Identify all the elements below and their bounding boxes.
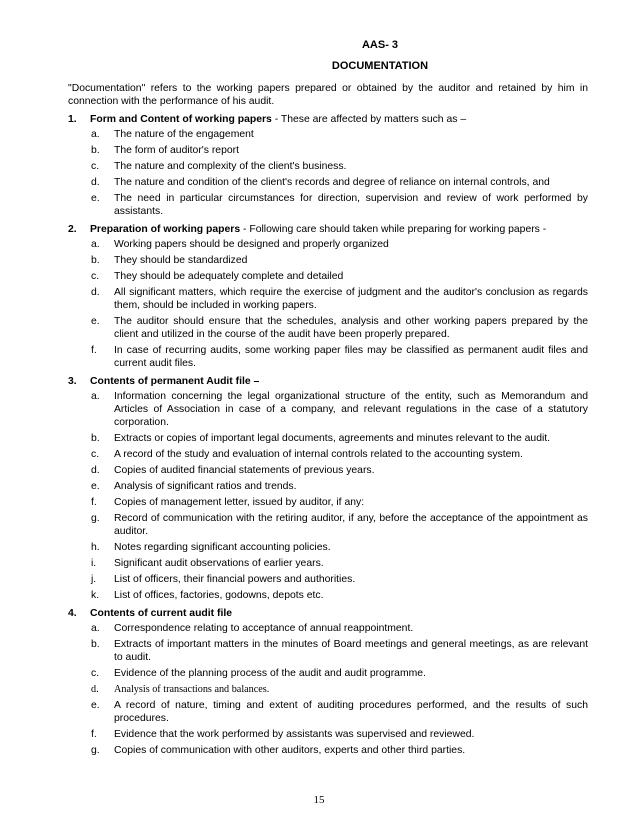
item-text: Correspondence relating to acceptance of annual reappointment. [114,623,414,634]
item-letter: e. [91,481,100,492]
item-text: Copies of management letter, issued by auditor, if any: [114,497,365,508]
section-heading [68,375,588,388]
item-text: The nature and condition of the client's records and degree of reliance on internal controls, and [114,177,550,188]
item-text: Working papers should be designed and properly organized [114,239,389,250]
section-number: 2. [68,224,77,235]
item-letter: e. [91,700,100,711]
item-letter: i. [91,558,97,569]
item-letter: h. [91,542,100,553]
list-item [68,286,588,312]
section-number: 1. [68,114,77,125]
list-item [68,390,588,429]
item-text: List of officers, their financial powers and authorities. [114,574,356,585]
list-item [68,254,588,267]
list-item [68,315,588,341]
item-letter: b. [91,639,100,650]
list-item [68,728,588,741]
section-title: Preparation of working papers [90,224,241,235]
item-letter: d. [91,287,100,298]
list-item [68,667,588,680]
list-item [68,192,588,218]
item-text: Analysis of significant ratios and trends. [114,481,297,492]
section-4 [68,607,588,757]
list-item [68,160,588,173]
list-item [68,512,588,538]
list-item [68,744,588,757]
item-letter: k. [91,590,100,601]
item-text: A record of nature, timing and extent of auditing procedures performed, and the results of such procedures. [114,700,588,724]
item-letter: a. [91,623,100,634]
standard-code: AAS- 3 [361,39,399,51]
page-number: 15 [313,794,325,806]
item-letter: d. [91,177,100,188]
list-item [68,699,588,725]
item-letter: a. [91,391,100,402]
item-letter: j. [91,574,97,585]
item-text: In case of recurring audits, some working paper files may be classified as permanent audit files and current audit files. [114,345,588,369]
item-text: All significant matters, which require the exercise of judgment and the auditor's conclusion as regards them, should be included in working papers. [114,287,588,311]
section-number: 4. [68,608,77,619]
item-letter: g. [91,745,100,756]
list-item [68,541,588,554]
list-item [68,557,588,570]
section-subtitle: - These are affected by matters such as – [271,114,467,125]
list-item [68,638,588,664]
item-text: Copies of audited financial statements of previous years. [114,465,375,476]
item-letter: e. [91,193,100,204]
list-item [68,176,588,189]
item-text: Significant audit observations of earlier years. [114,558,324,569]
list-item [68,683,588,696]
item-text: The form of auditor's report [114,145,239,156]
intro-paragraph: "Documentation" refers to the working papers prepared or obtained by the auditor and retained by him in connection with the performance of his audit. [68,83,588,107]
list-item [68,573,588,586]
section-3 [68,375,588,602]
page-title: DOCUMENTATION [331,60,429,72]
list-item [68,464,588,477]
section-title: Contents of current audit file [90,608,233,619]
section-heading [68,607,588,620]
item-text: They should be adequately complete and detailed [114,271,344,282]
item-text: Notes regarding significant accounting policies. [114,542,331,553]
section-title: Form and Content of working papers [90,114,272,125]
item-list [68,128,588,218]
item-letter: b. [91,255,100,266]
item-text: They should be standardized [114,255,248,266]
sections-container [68,113,588,757]
item-text: Information concerning the legal organizational structure of the entity, such as Memorandum and Articles of Association in case of a company, and relevant regulations in the case of a statutory corporation. [114,391,588,428]
item-letter: a. [91,129,100,140]
list-item [68,270,588,283]
section-title: Contents of permanent Audit file – [90,376,260,387]
item-list [68,238,588,370]
item-text: A record of the study and evaluation of internal controls related to the accounting system. [114,449,523,460]
section-1 [68,113,588,218]
item-letter: g. [91,513,100,524]
item-list [68,622,588,757]
section-heading [68,113,588,126]
section-2 [68,223,588,370]
item-text: The need in particular circumstances for direction, supervision and review of work performed by assistants. [114,193,588,217]
list-item [68,344,588,370]
section-number: 3. [68,376,77,387]
item-text: Analysis of transactions and balances. [114,684,270,695]
item-text: Copies of communication with other auditors, experts and other third parties. [114,745,466,756]
item-text: List of offices, factories, godowns, depots etc. [114,590,324,601]
item-letter: c. [91,668,100,679]
item-text: Extracts or copies of important legal documents, agreements and minutes relevant to the audit. [114,433,551,444]
list-item [68,622,588,635]
item-letter: a. [91,239,100,250]
list-item [68,432,588,445]
item-letter: b. [91,433,100,444]
item-letter: f. [91,729,97,740]
item-letter: c. [91,271,100,282]
section-heading [68,223,588,236]
item-text: The auditor should ensure that the schedules, analysis and other working papers prepared by the client and utilized in the course of the audit have been properly prepared. [114,316,588,340]
list-item [68,128,588,141]
item-letter: c. [91,449,100,460]
item-list [68,390,588,602]
item-letter: d. [91,684,99,695]
item-letter: c. [91,161,100,172]
list-item [68,448,588,461]
list-item [68,238,588,251]
item-text: Evidence that the work performed by assistants was supervised and reviewed. [114,729,475,740]
section-subtitle: - Following care should taken while preparing for working papers - [240,224,547,235]
list-item [68,480,588,493]
list-item [68,496,588,509]
item-text: Record of communication with the retiring auditor, if any, before the acceptance of the appointment as auditor. [114,513,588,537]
item-letter: d. [91,465,100,476]
document-page [68,38,588,762]
item-letter: b. [91,145,100,156]
item-text: Evidence of the planning process of the audit and audit programme. [114,668,426,679]
item-letter: f. [91,497,97,508]
item-text: The nature of the engagement [114,129,254,140]
item-text: Extracts of important matters in the minutes of Board meetings and general meetings, as are relevant to audit. [114,639,588,663]
list-item [68,144,588,157]
list-item [68,589,588,602]
item-letter: f. [91,345,97,356]
item-text: The nature and complexity of the client's business. [114,161,347,172]
item-letter: e. [91,316,100,327]
